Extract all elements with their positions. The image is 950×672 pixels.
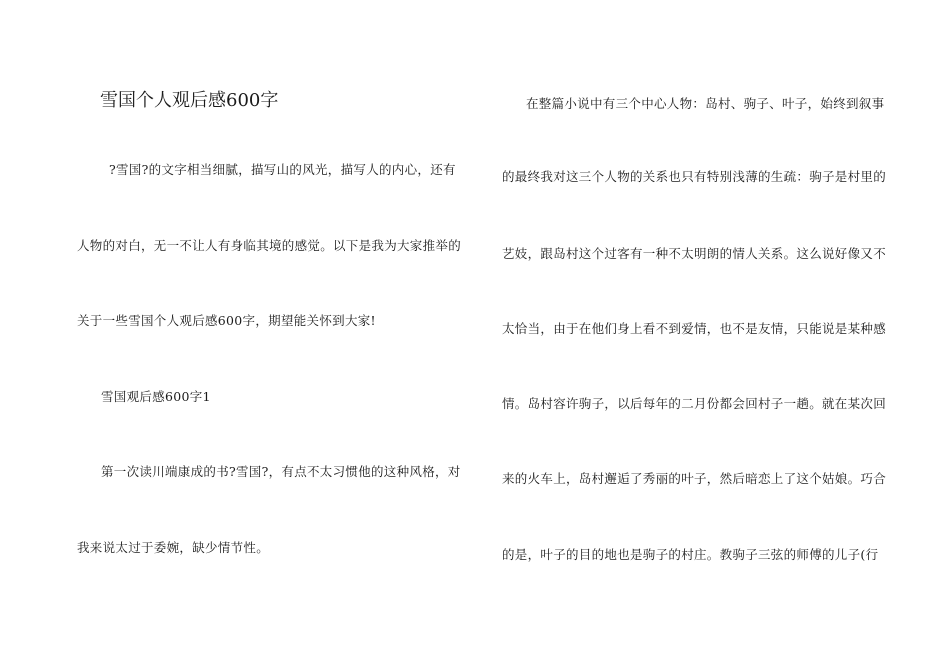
paragraph-line: ?雪国?的文字相当细腻，描写山的风光，描写人的内心，还有 xyxy=(109,162,456,177)
paragraph-line: 我来说太过于委婉，缺少情节性。 xyxy=(77,540,270,555)
paragraph-line: 在整篇小说中有三个中心人物：岛村、驹子、叶子，始终到叙事 xyxy=(526,96,885,111)
paragraph-line: 太恰当，由于在他们身上看不到爱情，也不是友情，只能说是某种感 xyxy=(502,321,887,336)
paragraph-line: 来的火车上，岛村邂逅了秀丽的叶子，然后暗恋上了这个姑娘。巧合 xyxy=(502,471,887,486)
paragraph-line: 人物的对白，无一不让人有身临其境的感觉。以下是我为大家推举的 xyxy=(77,238,462,253)
paragraph-line: 关于一些雪国个人观后感600字，期望能关怀到大家! xyxy=(77,313,376,328)
paragraph-line: 第一次读川端康成的书?雪国?，有点不太习惯他的这种风格，对 xyxy=(101,464,461,479)
paragraph-line: 的是，叶子的目的地也是驹子的村庄。教驹子三弦的师傅的儿子(行 xyxy=(502,547,879,562)
paragraph-line: 情。岛村容许驹子，以后每年的二月份都会回村子一趟。就在某次回 xyxy=(502,396,887,411)
document-title: 雪国个人观后感600字 xyxy=(100,90,279,111)
paragraph-line: 的最终我对这三个人物的关系也只有特别浅薄的生疏：驹子是村里的 xyxy=(502,169,887,184)
paragraph-line: 艺妓，跟岛村这个过客有一种不太明朗的情人关系。这么说好像又不 xyxy=(502,246,887,261)
section-heading: 雪国观后感600字1 xyxy=(101,389,211,404)
